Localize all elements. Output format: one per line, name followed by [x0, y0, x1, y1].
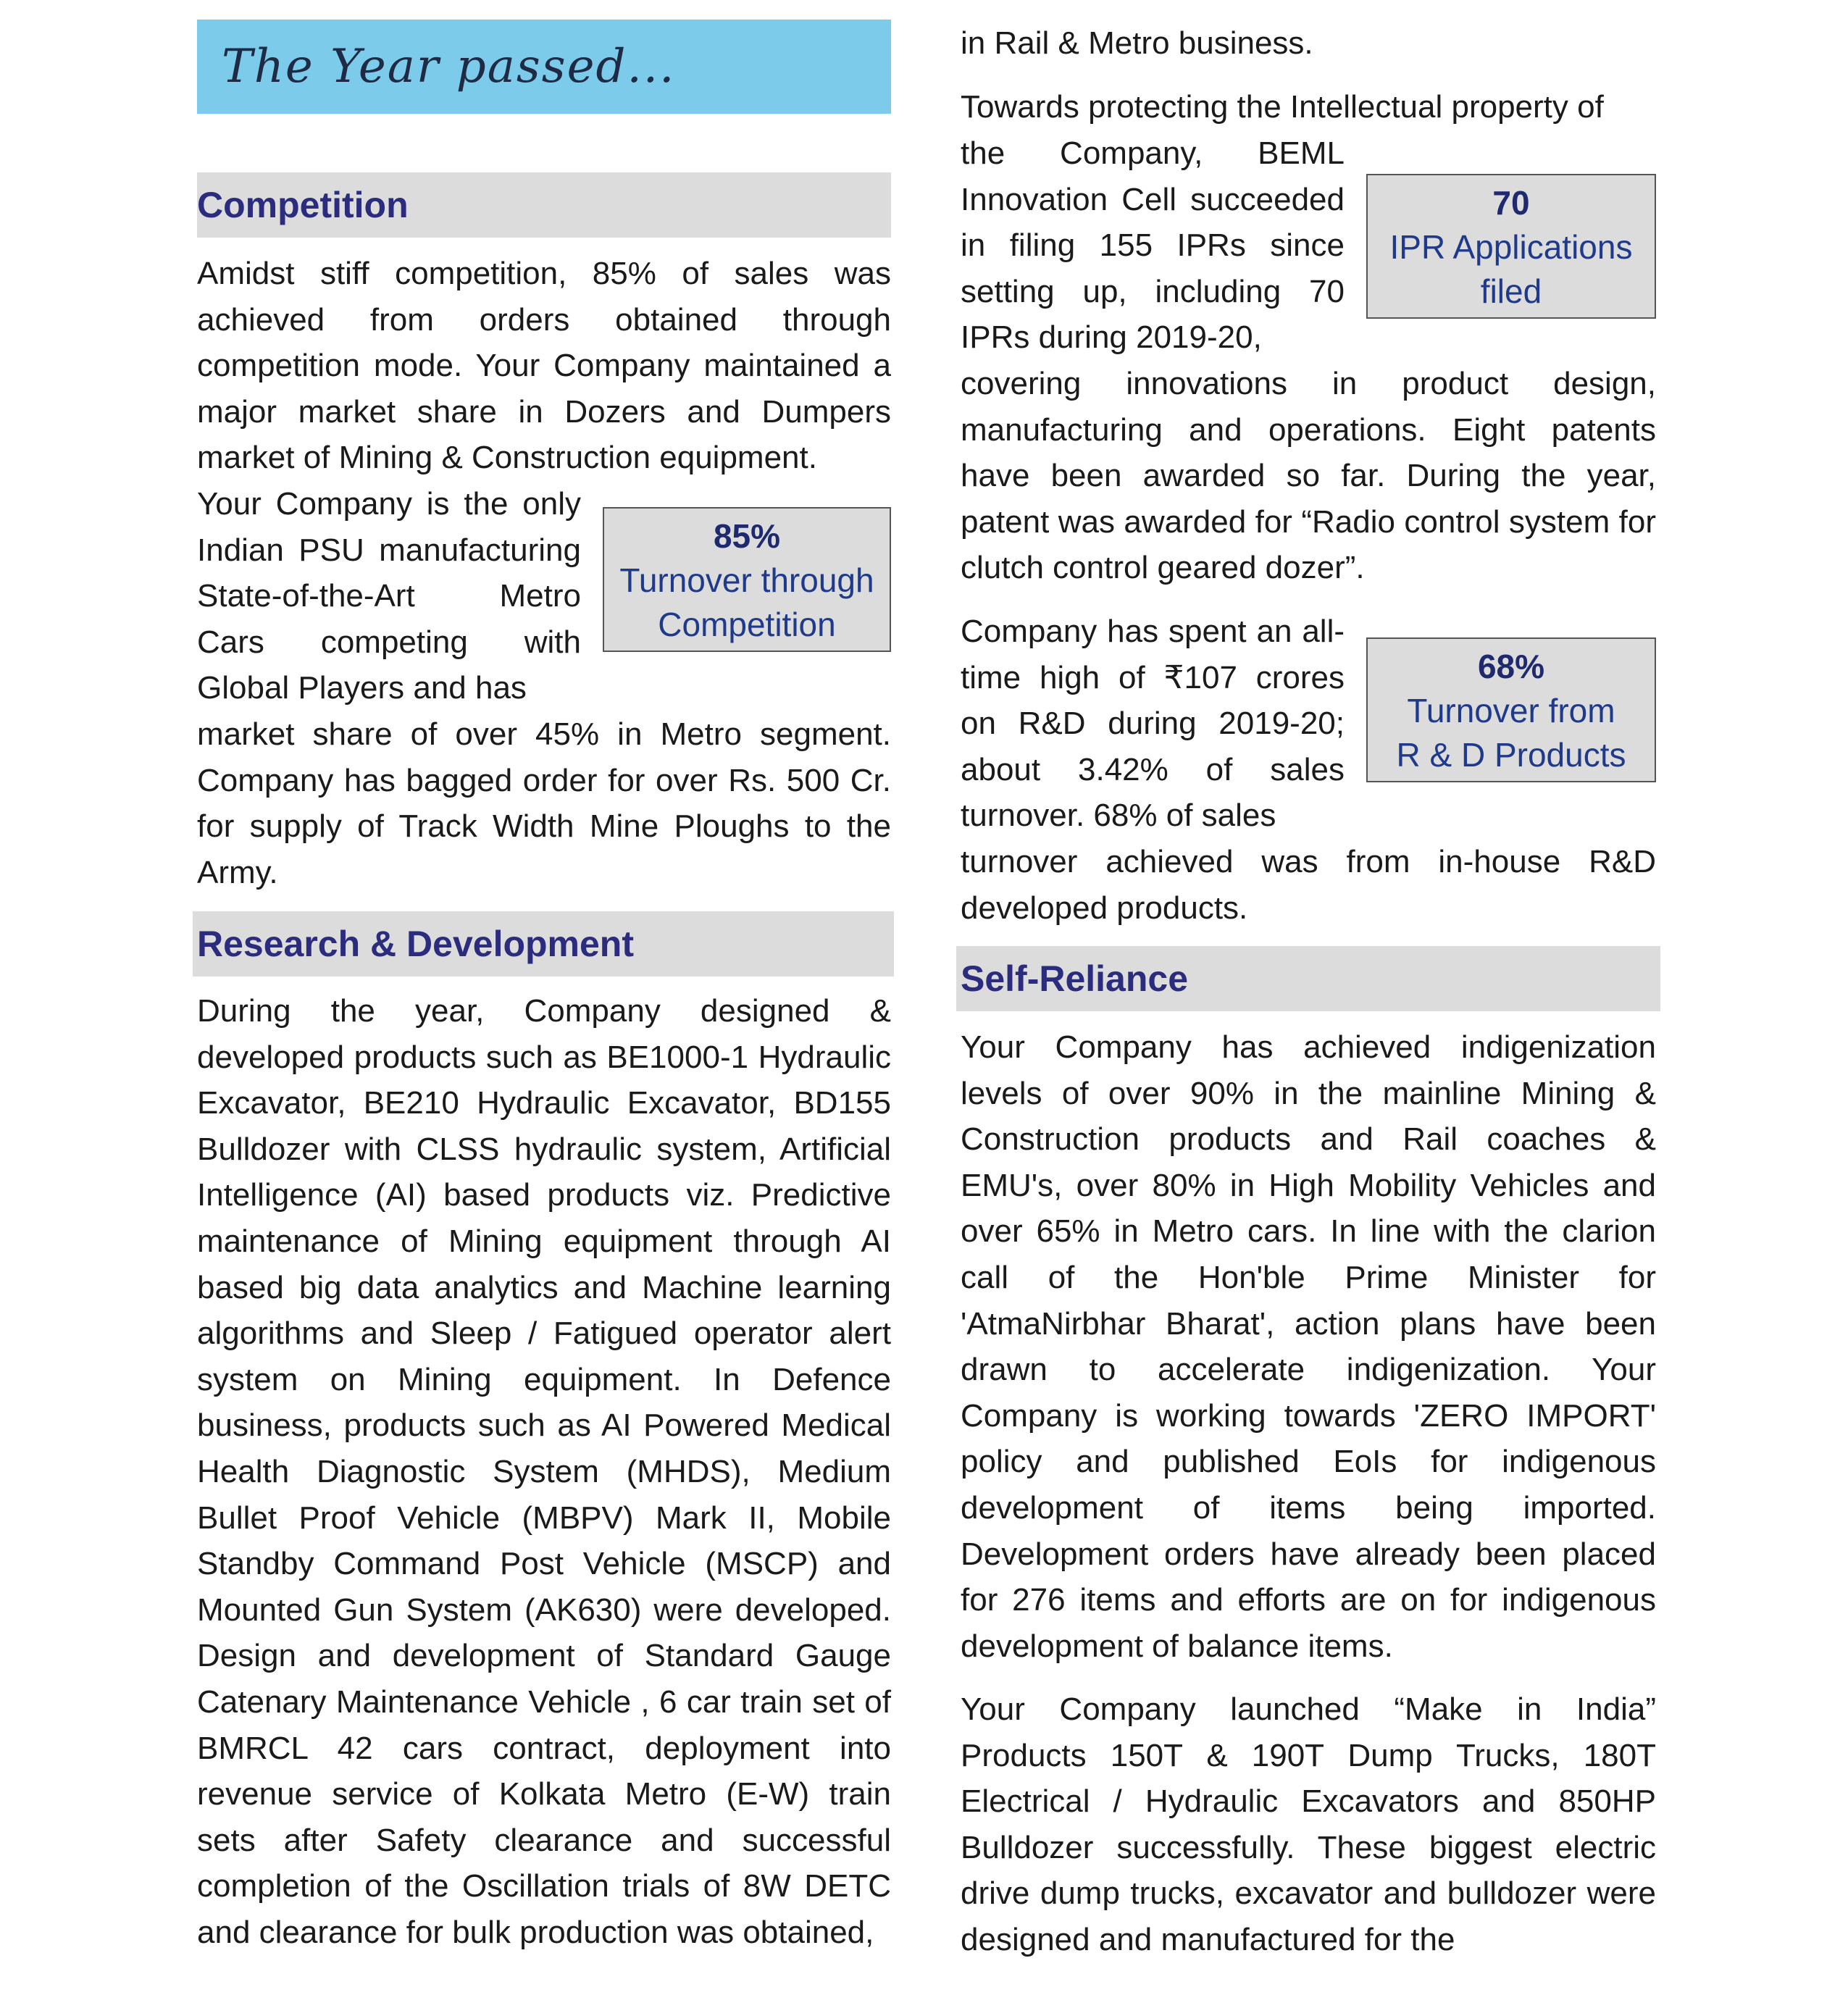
year-passed-banner — [197, 20, 891, 114]
rnd-heading-bar — [193, 911, 894, 976]
banner-title: The Year passed... — [222, 40, 676, 93]
rd-callout-line2: R & D Products — [1396, 736, 1626, 774]
competition-callout — [603, 507, 891, 652]
rd-callout — [1366, 637, 1656, 782]
rd-spend-paragraph-a: Company has spent an all-time high of ₹107 crores on R&D during 2019-20; about 3.42% of sales turnover. 68% of sales — [961, 614, 1345, 834]
rd-callout-value: 68% — [1477, 648, 1545, 685]
competition-heading: Competition — [197, 185, 409, 225]
right-continuation: in Rail & Metro business. — [961, 25, 1313, 61]
competition-callout-value: 85% — [713, 517, 781, 555]
ipr-callout-value: 70 — [1492, 184, 1530, 222]
competition-callout-line2: Competition — [658, 606, 836, 643]
competition-callout-line1: Turnover through — [619, 561, 874, 599]
ipr-paragraph-a: Towards protecting the Intellectual property of — [961, 89, 1604, 125]
rnd-heading: Research & Development — [197, 924, 635, 964]
ipr-callout-line2: filed — [1480, 272, 1542, 310]
competition-paragraph-b: Your Company is the only Indian PSU manufacturing State-of-the-Art Metro Cars competing with Global Players and has — [197, 486, 581, 706]
ipr-paragraph-b: the Company, BEML Innovation Cell succeeded in filing 155 IPRs since setting up, including 70 IPRs during 2019-20, — [961, 135, 1345, 356]
competition-paragraph-a: Amidst stiff competition, 85% of sales was achieved from orders obtained through competition mode. Your Company maintained a major market share in Dozers and Dumpers market of Mining & Construction equipment. — [197, 256, 891, 476]
competition-paragraph-c: market share of over 45% in Metro segment. Company has bagged order for over Rs. 500 Cr. for supply of Track Width Mine Ploughs to the Army. — [197, 716, 891, 890]
competition-heading-bar — [197, 172, 891, 238]
ipr-paragraph-c: covering innovations in product design, manufacturing and operations. Eight patents have been awarded so far. During the year, patent was awarded for “Radio control system for clutch control geared dozer”. — [961, 366, 1656, 586]
ipr-callout-line1: IPR Applications — [1389, 228, 1633, 266]
self-reliance-heading-bar — [956, 946, 1660, 1011]
self-reliance-paragraph-1: Your Company has achieved indigenization levels of over 90% in the mainline Mining & Construction products and Rail coaches & EMU's, over 80% in High Mobility Vehicles and over 65% in Metro cars. In line with the clarion call of the Hon'ble Prime Minister for 'AtmaNirbhar Bharat', action plans have been drawn to accelerate indigenization. Your Company is working towards 'ZERO IMPORT' policy and published EoIs for indigenous development of items being imported. Development orders have already been placed for 276 items and efforts are on for indigenous development of balance items. — [961, 1029, 1656, 1664]
self-reliance-paragraph-2: Your Company launched “Make in India” Products 150T & 190T Dump Trucks, 180T Electrical / Hydraulic Excavators and 850HP Bulldozer successfully. These biggest electric drive dump trucks, excavator and bulldozer were designed and manufactured for the — [961, 1691, 1656, 1957]
self-reliance-heading: Self-Reliance — [961, 958, 1189, 999]
rnd-paragraph: During the year, Company designed & developed products such as BE1000-1 Hydraulic Excavator, BE210 Hydraulic Excavator, BD155 Bulldozer with CLSS hydraulic system, Artificial Intelligence (AI) based products viz. Predictive maintenance of Mining equipment through AI based big data analytics and Machine learning algorithms and Sleep / Fatigued operator alert system on Mining equipment. In Defence business, products such as AI Powered Medical Health Diagnostic System (MHDS), Medium Bullet Proof Vehicle (MBPV) Mark II, Mobile Standby Command Post Vehicle (MSCP) and Mounted Gun System (AK630) were developed. Design and development of Standard Gauge Catenary Maintenance Vehicle , 6 car train set of BMRCL 42 cars contract, deployment into revenue service of Kolkata Metro (E-W) train sets after Safety clearance and successful completion of the Oscillation trials of 8W DETC and clearance for bulk production was obtained, — [197, 993, 891, 1950]
rd-spend-paragraph-b: turnover achieved was from in-house R&D developed products. — [961, 844, 1656, 926]
ipr-callout — [1366, 174, 1656, 319]
rd-callout-line1: Turnover from — [1407, 692, 1615, 729]
